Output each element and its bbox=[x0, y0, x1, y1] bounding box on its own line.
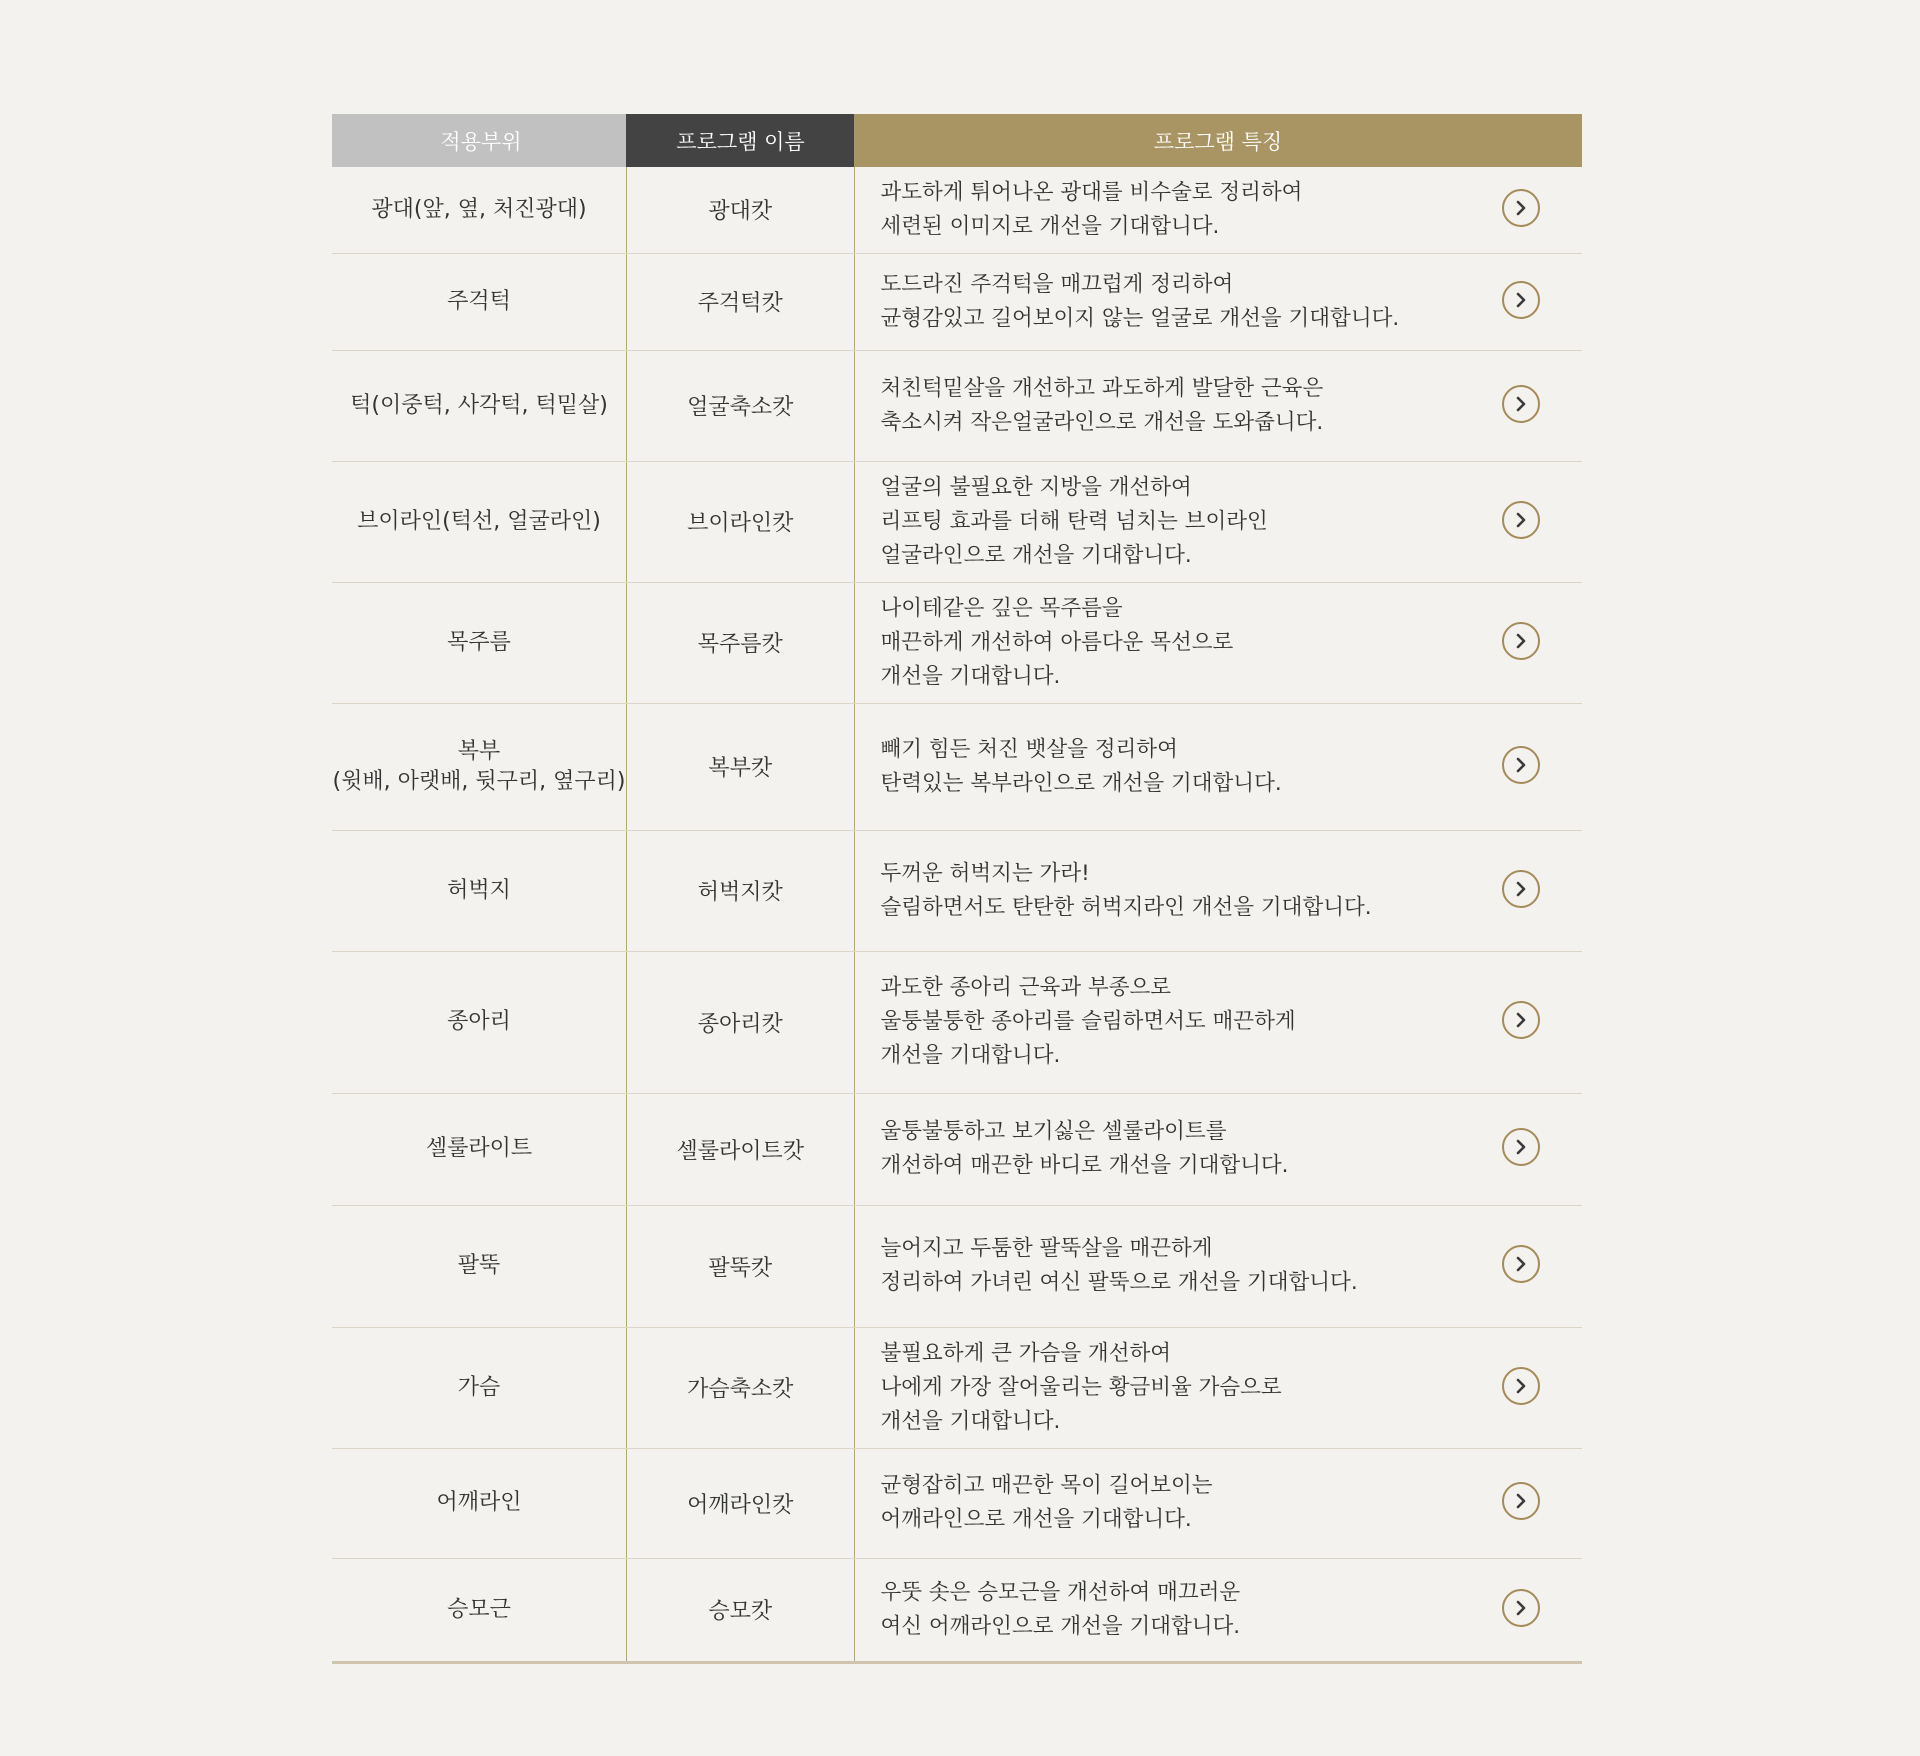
cell-part bbox=[332, 582, 627, 703]
table-row bbox=[332, 830, 1582, 951]
cell-feature bbox=[854, 253, 1582, 350]
feature-line: 울퉁불퉁한 종아리를 슬림하면서도 매끈하게 bbox=[880, 1009, 1296, 1034]
row-detail-button[interactable] bbox=[1502, 281, 1540, 319]
program-table-container bbox=[332, 114, 1582, 1664]
row-detail-button[interactable] bbox=[1502, 1245, 1540, 1283]
part-line: 종아리 bbox=[447, 1009, 511, 1034]
feature-line: 얼굴라인으로 개선을 기대합니다. bbox=[880, 542, 1192, 568]
row-detail-button[interactable] bbox=[1502, 385, 1540, 423]
feature-line: 어깨라인으로 개선을 기대합니다. bbox=[880, 1507, 1192, 1532]
cell-part bbox=[332, 1205, 627, 1327]
cell-feature bbox=[854, 830, 1582, 951]
cell-part bbox=[332, 951, 627, 1093]
cell-part bbox=[332, 1327, 627, 1448]
cell-program: 광대캇 bbox=[627, 167, 855, 253]
cell-part bbox=[332, 167, 627, 253]
table-row bbox=[332, 1205, 1582, 1327]
header-program: 프로그램 이름 bbox=[627, 114, 855, 167]
part-line: 팔뚝 bbox=[457, 1253, 501, 1278]
row-detail-button[interactable] bbox=[1502, 1001, 1540, 1039]
feature-text bbox=[855, 1469, 1583, 1537]
part-line: 허벅지 bbox=[447, 877, 511, 903]
part-line: 어깨라인 bbox=[436, 1490, 522, 1515]
table-row bbox=[332, 461, 1582, 582]
cell-part bbox=[332, 1558, 627, 1662]
part-line: 목주름 bbox=[447, 629, 511, 655]
feature-line: 개선을 기대합니다. bbox=[880, 1408, 1061, 1434]
cell-feature bbox=[854, 1448, 1582, 1558]
part-line: 승모근 bbox=[447, 1596, 511, 1622]
cell-part bbox=[332, 461, 627, 582]
feature-line: 균형감있고 길어보이지 않는 얼굴로 개선을 기대합니다. bbox=[880, 305, 1400, 331]
table-body bbox=[332, 167, 1582, 1662]
cell-feature bbox=[854, 1558, 1582, 1662]
table-row bbox=[332, 350, 1582, 461]
feature-line: 여신 어깨라인으로 개선을 기대합니다. bbox=[880, 1613, 1241, 1639]
feature-line: 리프팅 효과를 더해 탄력 넘치는 브이라인 bbox=[880, 508, 1268, 534]
feature-text bbox=[855, 471, 1583, 573]
feature-line: 두꺼운 허벅지는 가라! bbox=[880, 860, 1090, 886]
feature-line: 개선을 기대합니다. bbox=[880, 1043, 1061, 1068]
feature-line: 탄력있는 복부라인으로 개선을 기대합니다. bbox=[880, 770, 1282, 796]
cell-program: 허벅지캇 bbox=[627, 830, 855, 951]
chevron-right-icon bbox=[1513, 1599, 1529, 1617]
row-detail-button[interactable] bbox=[1502, 1482, 1540, 1520]
cell-program: 가슴축소캇 bbox=[627, 1327, 855, 1448]
feature-line: 슬림하면서도 탄탄한 허벅지라인 개선을 기대합니다. bbox=[880, 894, 1372, 920]
table-row bbox=[332, 1448, 1582, 1558]
chevron-right-icon bbox=[1513, 1377, 1529, 1395]
part-line: 턱(이중턱, 사각턱, 턱밑살) bbox=[350, 392, 608, 418]
chevron-right-icon bbox=[1513, 291, 1529, 309]
feature-line: 매끈하게 개선하여 아름다운 목선으로 bbox=[880, 629, 1234, 655]
part-line: 광대(앞, 옆, 처진광대) bbox=[371, 196, 587, 222]
row-detail-button[interactable] bbox=[1502, 746, 1540, 784]
feature-text bbox=[855, 733, 1583, 801]
cell-part bbox=[332, 1093, 627, 1205]
feature-line: 세련된 이미지로 개선을 기대합니다. bbox=[880, 213, 1220, 239]
feature-line: 균형잡히고 매끈한 목이 길어보이는 bbox=[880, 1473, 1213, 1498]
part-line: 셀룰라이트 bbox=[425, 1136, 533, 1161]
part-line: (윗배, 아랫배, 뒷구리, 옆구리) bbox=[332, 768, 626, 794]
feature-text bbox=[855, 592, 1583, 694]
feature-text bbox=[855, 1115, 1583, 1183]
feature-line: 과도하게 튀어나온 광대를 비수술로 정리하여 bbox=[880, 179, 1303, 205]
cell-program: 브이라인캇 bbox=[627, 461, 855, 582]
cell-part bbox=[332, 1448, 627, 1558]
cell-program: 승모캇 bbox=[627, 1558, 855, 1662]
feature-line: 정리하여 가녀린 여신 팔뚝으로 개선을 기대합니다. bbox=[880, 1270, 1358, 1295]
part-line: 주걱턱 bbox=[447, 288, 511, 314]
row-detail-button[interactable] bbox=[1502, 870, 1540, 908]
feature-line: 도드라진 주걱턱을 매끄럽게 정리하여 bbox=[880, 271, 1234, 297]
table-row bbox=[332, 582, 1582, 703]
feature-line: 빼기 힘든 처진 뱃살을 정리하여 bbox=[880, 736, 1178, 762]
table-header-row bbox=[332, 114, 1582, 167]
cell-program: 셀룰라이트캇 bbox=[627, 1093, 855, 1205]
cell-feature bbox=[854, 1093, 1582, 1205]
cell-program: 어깨라인캇 bbox=[627, 1448, 855, 1558]
feature-text bbox=[855, 1337, 1583, 1439]
feature-text bbox=[855, 1576, 1583, 1644]
chevron-right-icon bbox=[1513, 395, 1529, 413]
cell-part bbox=[332, 830, 627, 951]
table-row bbox=[332, 167, 1582, 253]
header-part bbox=[332, 114, 627, 167]
cell-program: 주걱턱캇 bbox=[627, 253, 855, 350]
part-line: 가슴 bbox=[457, 1374, 501, 1400]
table-row bbox=[332, 703, 1582, 830]
table-header bbox=[332, 114, 1582, 167]
feature-line: 처친턱밑살을 개선하고 과도하게 발달한 근육은 bbox=[880, 375, 1324, 401]
row-detail-button[interactable] bbox=[1502, 1128, 1540, 1166]
feature-text bbox=[855, 372, 1583, 440]
feature-text bbox=[855, 268, 1583, 336]
feature-line: 얼굴의 불필요한 지방을 개선하여 bbox=[880, 474, 1192, 500]
cell-program: 목주름캇 bbox=[627, 582, 855, 703]
row-detail-button[interactable] bbox=[1502, 622, 1540, 660]
feature-line: 늘어지고 두툼한 팔뚝살을 매끈하게 bbox=[880, 1236, 1213, 1261]
cell-program: 종아리캇 bbox=[627, 951, 855, 1093]
chevron-right-icon bbox=[1513, 1011, 1529, 1029]
feature-line: 개선을 기대합니다. bbox=[880, 663, 1061, 689]
header-part-label: 적용부위 bbox=[440, 129, 522, 154]
feature-line: 불필요하게 큰 가슴을 개선하여 bbox=[880, 1340, 1172, 1366]
table-row bbox=[332, 1558, 1582, 1662]
chevron-right-icon bbox=[1513, 1138, 1529, 1156]
row-detail-button[interactable] bbox=[1502, 501, 1540, 539]
chevron-right-icon bbox=[1513, 1255, 1529, 1273]
feature-line: 우뚯 솟은 승모근을 개선하여 매끄러운 bbox=[880, 1579, 1241, 1605]
cell-feature bbox=[854, 167, 1582, 253]
chevron-right-icon bbox=[1513, 756, 1529, 774]
cell-part bbox=[332, 703, 627, 830]
row-detail-button[interactable] bbox=[1502, 1589, 1540, 1627]
chevron-right-icon bbox=[1513, 1492, 1529, 1510]
feature-text bbox=[855, 176, 1583, 244]
table-row bbox=[332, 1327, 1582, 1448]
cell-feature bbox=[854, 461, 1582, 582]
feature-line: 축소시켜 작은얼굴라인으로 개선을 도와줍니다. bbox=[880, 409, 1324, 435]
cell-program: 팔뚝캇 bbox=[627, 1205, 855, 1327]
row-detail-button[interactable] bbox=[1502, 189, 1540, 227]
feature-line: 개선하여 매끈한 바디로 개선을 기대합니다. bbox=[880, 1153, 1289, 1178]
cell-part bbox=[332, 253, 627, 350]
feature-line: 과도한 종아리 근육과 부종으로 bbox=[880, 975, 1172, 1000]
cell-feature bbox=[854, 951, 1582, 1093]
chevron-right-icon bbox=[1513, 880, 1529, 898]
part-line: 브이라인(턱선, 얼굴라인) bbox=[357, 508, 601, 534]
feature-line: 나이테같은 깊은 목주름을 bbox=[880, 595, 1123, 621]
feature-line: 울퉁불퉁하고 보기싫은 셀룰라이트를 bbox=[880, 1119, 1227, 1144]
cell-feature bbox=[854, 703, 1582, 830]
chevron-right-icon bbox=[1513, 511, 1529, 529]
table-row bbox=[332, 951, 1582, 1093]
cell-feature bbox=[854, 1327, 1582, 1448]
cell-program: 복부캇 bbox=[627, 703, 855, 830]
cell-feature bbox=[854, 350, 1582, 461]
feature-text bbox=[855, 857, 1583, 925]
feature-line: 나에게 가장 잘어울리는 황금비율 가슴으로 bbox=[880, 1374, 1282, 1400]
header-feature: 프로그램 특징 bbox=[854, 114, 1582, 167]
cell-program: 얼굴축소캇 bbox=[627, 350, 855, 461]
chevron-right-icon bbox=[1513, 199, 1529, 217]
part-line: 복부 bbox=[457, 738, 501, 764]
row-detail-button[interactable] bbox=[1502, 1367, 1540, 1405]
chevron-right-icon bbox=[1513, 632, 1529, 650]
table-row bbox=[332, 253, 1582, 350]
cell-feature bbox=[854, 582, 1582, 703]
program-table bbox=[332, 114, 1582, 1664]
cell-feature bbox=[854, 1205, 1582, 1327]
table-row bbox=[332, 1093, 1582, 1205]
cell-part bbox=[332, 350, 627, 461]
feature-text bbox=[855, 1232, 1583, 1300]
feature-text bbox=[855, 971, 1583, 1073]
